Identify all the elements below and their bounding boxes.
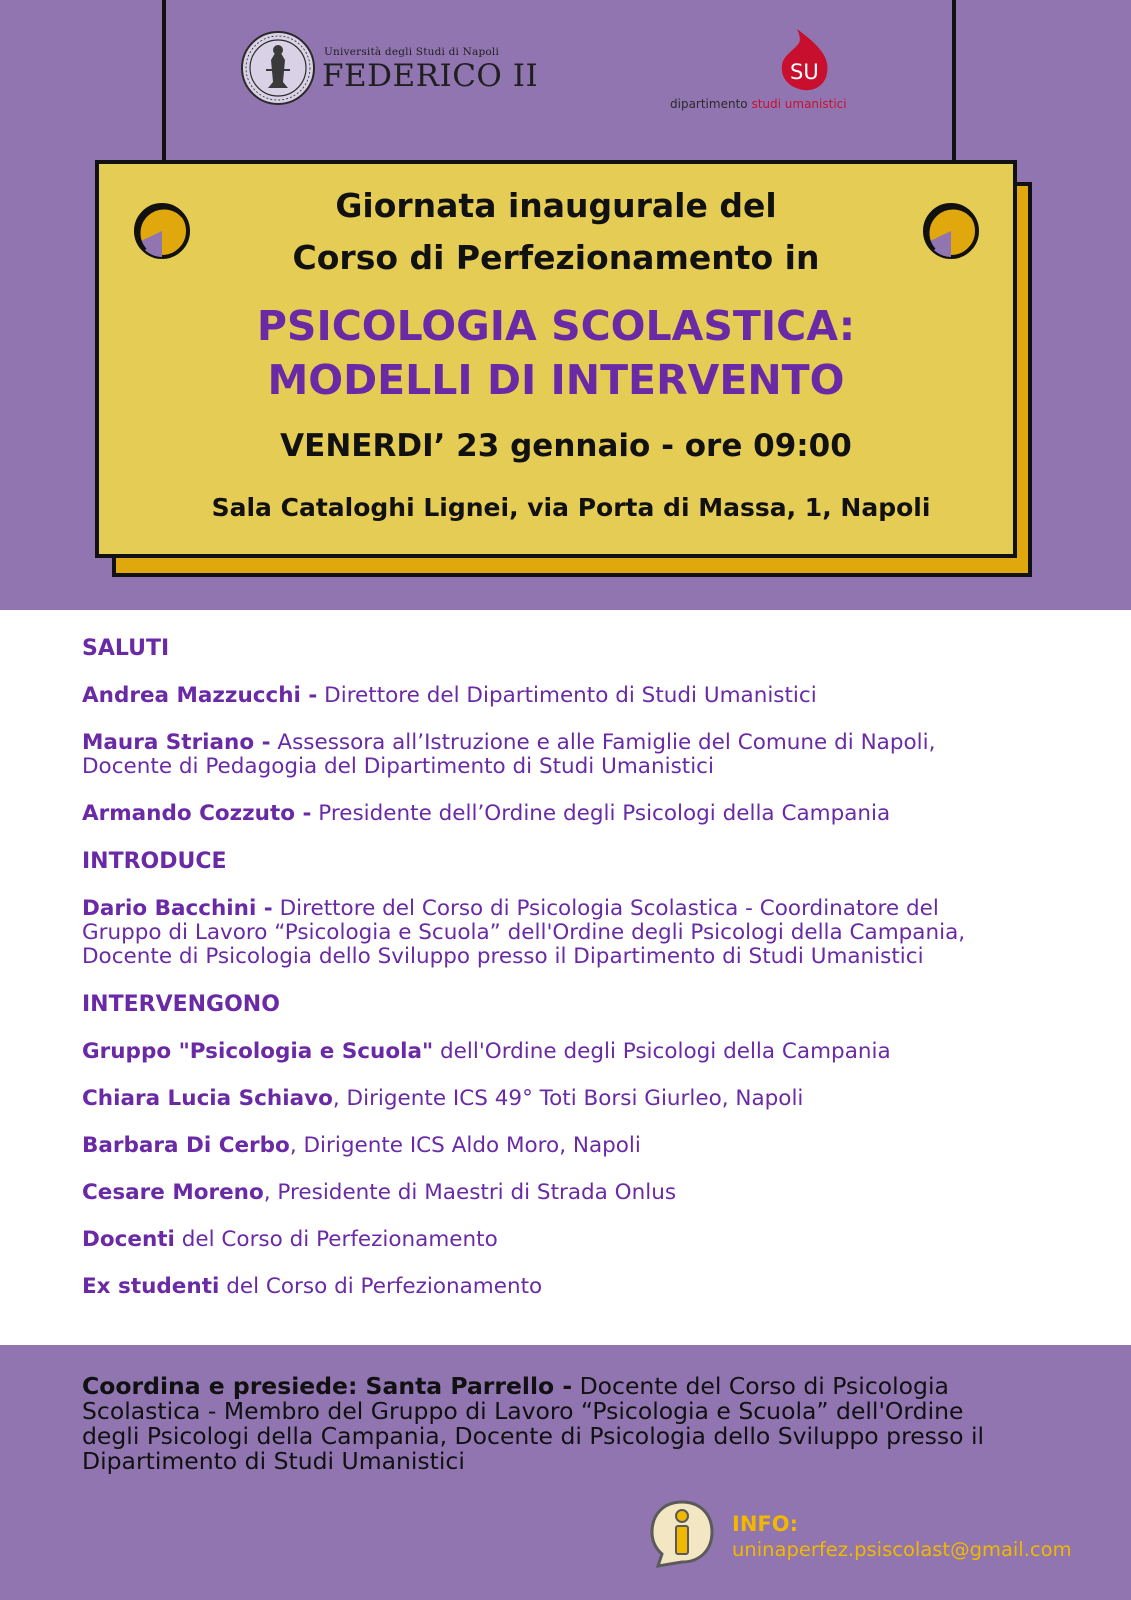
coordinator-role-cont: degli Psicologi della Campania, Docente di Psicologia dello Sviluppo presso il [82,1422,985,1450]
speaker-role: Direttore del Dipartimento di Studi Umanistici [317,683,817,708]
event-date: VENERDI’ 23 gennaio - ore 09:00 [280,428,852,464]
speaker-role: , Presidente di Maestri di Strada Onlus [263,1180,677,1205]
speaker-name: Chiara Lucia Schiavo [82,1086,333,1111]
speaker-name: Armando Cozzuto - [82,801,312,826]
speaker-role: , Dirigente ICS Aldo Moro, Napoli [289,1133,641,1158]
course-title-line-1: PSICOLOGIA SCOLASTICA: [256,302,856,350]
info-label: INFO: [732,1512,798,1536]
intro-line-2: Corso di Perfezionamento in [292,238,820,277]
speaker-role: del Corso di Perfezionamento [219,1274,543,1299]
speaker-role: Presidente dell’Ordine degli Psicologi della Campania [311,801,891,826]
list-item [82,731,1092,779]
intro-line-1: Giornata inaugurale del [335,186,777,225]
speaker-name: Andrea Mazzucchi - [82,683,318,708]
list-item [82,802,1092,826]
coordinator-role: Docente del Corso di Psicologia [572,1372,949,1400]
speaker-role-cont: Docente di Pedagogia del Dipartimento di Studi Umanistici [82,754,714,779]
speaker-role: dell'Ordine degli Psicologi della Campania [433,1039,891,1064]
speaker-role: Assessora all’Istruzione e alle Famiglie del Comune di Napoli, [270,730,936,755]
list-item [82,1228,1092,1252]
speaker-role: del Corso di Perfezionamento [174,1227,498,1252]
speaker-role-cont: Docente di Psicologia dello Sviluppo presso il Dipartimento di Studi Umanistici [82,944,924,969]
speaker-name: Maura Striano - [82,730,271,755]
svg-text:SU: SU [790,60,819,84]
university-name-small: Università degli Studi di Napoli [324,46,500,58]
list-item [82,1134,1092,1158]
department-accent: studi umanistici [751,97,847,111]
speaker-name: Docenti [82,1227,175,1252]
info-icon [648,1498,716,1570]
course-title-line-2: MODELLI DI INTERVENTO [267,356,845,404]
department-prefix: dipartimento [670,97,748,111]
list-item [82,684,1092,708]
info-email-link[interactable]: uninaperfez.psiscolast@gmail.com [732,1538,1072,1561]
coordinator-role-cont: Dipartimento di Studi Umanistici [82,1447,465,1475]
university-seal-icon [240,30,316,106]
section-heading-saluti: SALUTI [82,636,170,661]
program-list [82,636,1092,1322]
speaker-name: Dario Bacchini - [82,896,273,921]
speaker-name: Barbara Di Cerbo [82,1133,290,1158]
su-flame-icon [773,27,835,97]
coordinator-label: Coordina e presiede: Santa Parrello - [82,1372,573,1400]
list-item [82,897,1092,969]
department-logo [665,25,865,120]
section-heading-introduce: INTRODUCE [82,849,227,874]
speaker-role: Direttore del Corso di Psicologia Scolastica - Coordinatore del [272,896,939,921]
list-item [82,1181,1092,1205]
speaker-name: Gruppo "Psicologia e Scuola" [82,1039,434,1064]
list-item [82,1040,1092,1064]
list-item [82,1087,1092,1111]
section-heading-intervengono: INTERVENGONO [82,992,280,1017]
university-name-big: FEDERICO II [322,58,539,94]
federico-ii-logo [240,30,539,112]
department-caption [670,97,847,111]
list-item [82,1275,1092,1299]
event-venue: Sala Cataloghi Lignei, via Porta di Massa, 1, Napoli [211,493,931,522]
speaker-role: , Dirigente ICS 49° Toti Borsi Giurleo, Napoli [332,1086,804,1111]
speaker-name: Cesare Moreno [82,1180,264,1205]
coordination-text [82,1374,1082,1474]
speaker-role-cont: Gruppo di Lavoro “Psicologia e Scuola” dell'Ordine degli Psicologi della Campania, [82,920,966,945]
speaker-name: Ex studenti [82,1274,220,1299]
coordinator-role-cont: Scolastica - Membro del Gruppo di Lavoro “Psicologia e Scuola” dell'Ordine [82,1397,964,1425]
